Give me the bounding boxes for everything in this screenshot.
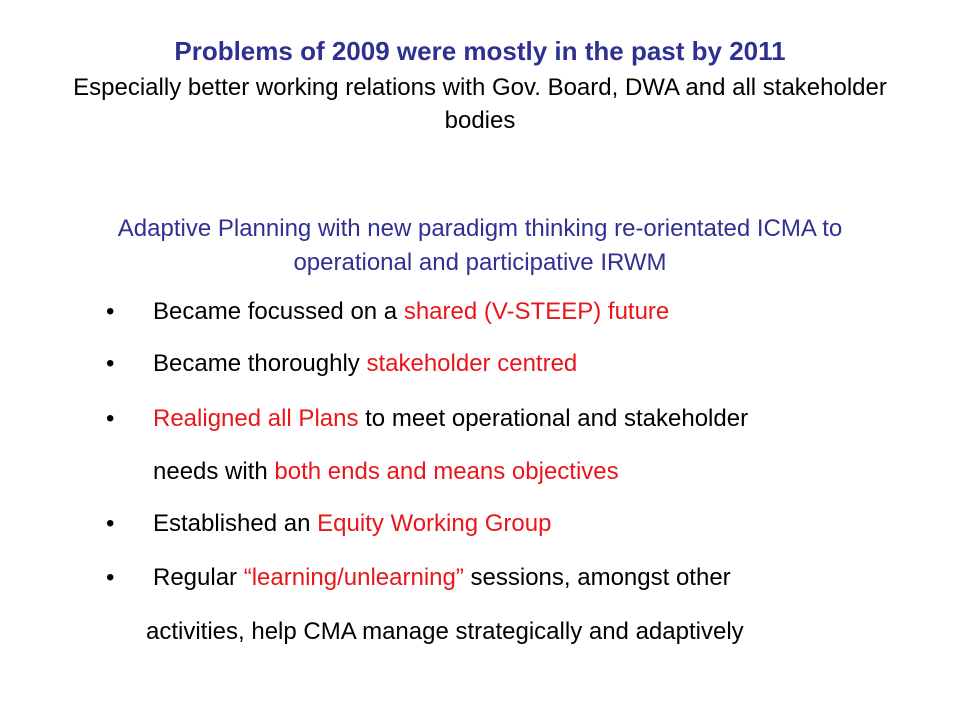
bullet-text-plain: Became focussed on a [153, 298, 404, 325]
slide-title: Problems of 2009 were mostly in the past by 2011 [174, 36, 786, 66]
bullet-text-plain: sessions, amongst other [463, 564, 731, 591]
bullet-text-highlight: Equity Working Group [317, 510, 552, 537]
bullet-text-highlight: “learning/unlearning” [243, 564, 464, 591]
bullet-text-continuation [153, 457, 619, 487]
bullet-text-highlight: Realigned all Plans [153, 405, 359, 432]
bullet-text-plain: Established an [153, 510, 318, 537]
bullet-glyph: • [106, 350, 115, 377]
section-heading: Adaptive Planning with new paradigm thinking re-orientated ICMA to operational and participative IRWM [117, 215, 843, 276]
bullet-text-highlight: shared (V-STEEP) future [403, 298, 670, 325]
bullet-text [153, 349, 577, 379]
bullet-text-plain: Became thoroughly [153, 350, 367, 377]
bullet-glyph: • [106, 510, 115, 537]
bullet-glyph: • [106, 405, 115, 432]
bullet-text-plain: needs with [153, 458, 275, 485]
bullet-text [153, 404, 748, 434]
bullet-glyph: • [106, 564, 115, 591]
bullet-text-highlight: both ends and means objectives [274, 458, 619, 485]
bullet-glyph: • [106, 298, 115, 325]
bullet-text-plain: activities, help CMA manage strategically and adaptively [146, 618, 744, 645]
bullet-text-plain: to meet operational and stakeholder [358, 405, 749, 432]
bullet-text-continuation [146, 617, 744, 647]
bullet-text [153, 563, 731, 593]
slide-subtitle: Especially better working relations with Gov. Board, DWA and all stakeholder bodies [73, 74, 887, 134]
bullet-text [153, 509, 551, 539]
bullet-text [153, 297, 669, 327]
bullet-text-highlight: stakeholder centred [366, 350, 578, 377]
bullet-text-plain: Regular [153, 564, 244, 591]
